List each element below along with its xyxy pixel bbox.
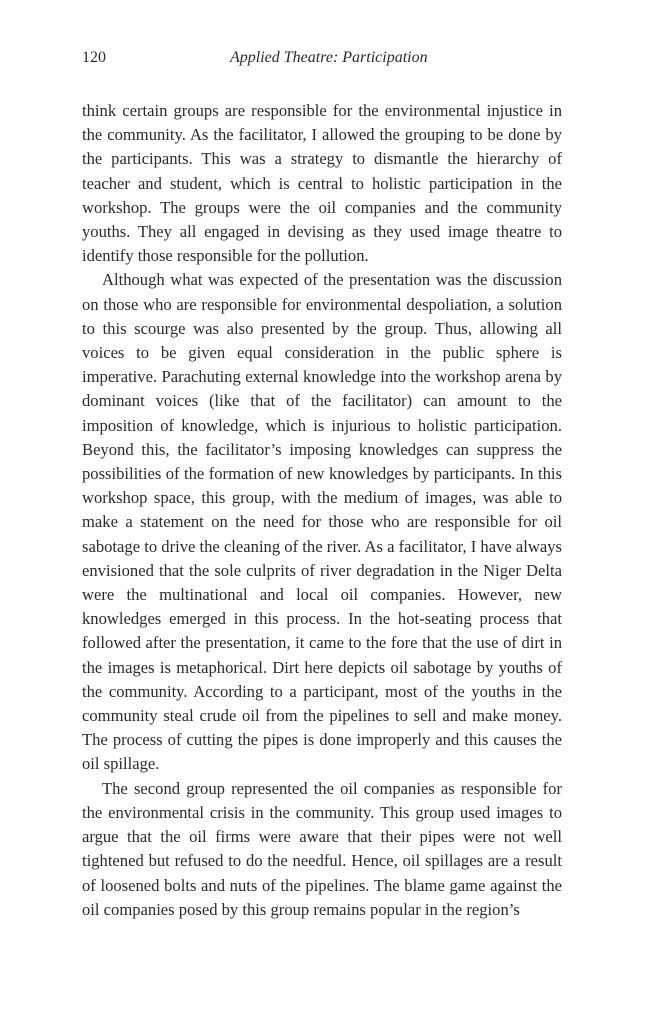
page-header — [82, 49, 562, 73]
paragraph-2: Although what was expected of the presentation was the discussion on those who are responsible for environmental despoliation, a solution to this scourge was also presented by the group. Thus, allowing all voices to be given equal consideration in the public sphere is imperative. Parachuting external knowledge into the workshop arena by dominant voices (like that of the facilitator) can amount to the imposition of knowledge, which is injurious to holistic participation. Beyond this, the facilitator’s imposing knowledges can suppress the possibilities of the formation of new knowledges by participants. In this workshop space, this group, with the medium of images, was able to make a statement on the need for those who are responsible for oil sabotage to drive the cleaning of the river. As a facilitator, I have always envisioned that the sole culprits of river degradation in the Niger Delta were the multinational and local oil companies. However, new knowledges emerged in this process. In the hot-seating process that followed after the presentation, it came to the fore that the use of dirt in the images is metaphorical. Dirt here depicts oil sabotage by youths of the community. According to a participant, most of the youths in the community steal crude oil from the pipelines to sell and make money. The process of cutting the pipes is done improperly and this causes the oil spillage. — [82, 270, 562, 774]
paragraph-1: think certain groups are responsible for the environmental injustice in the community. As the facilitator, I allowed the grouping to be done by the participants. This was a strategy to dismantle the hierarchy of teacher and student, which is central to holistic participation in the workshop. The groups were the oil companies and the community youths. They all engaged in devising as they used image theatre to identify those responsible for the pollution. — [82, 101, 562, 266]
page-number: 120 — [82, 49, 106, 66]
running-title: Applied Theatre: Participation — [230, 49, 428, 66]
body-text — [82, 99, 562, 922]
paragraph-3: The second group represented the oil companies as responsible for the environmental crisis in the community. This group used images to argue that the oil firms were aware that their pipes were not well tightened but refused to do the needful. Hence, oil spillages are a result of loosened bolts and nuts of the pipelines. The blame game against the oil companies posed by this group remains popular in the region’s — [82, 778, 562, 919]
